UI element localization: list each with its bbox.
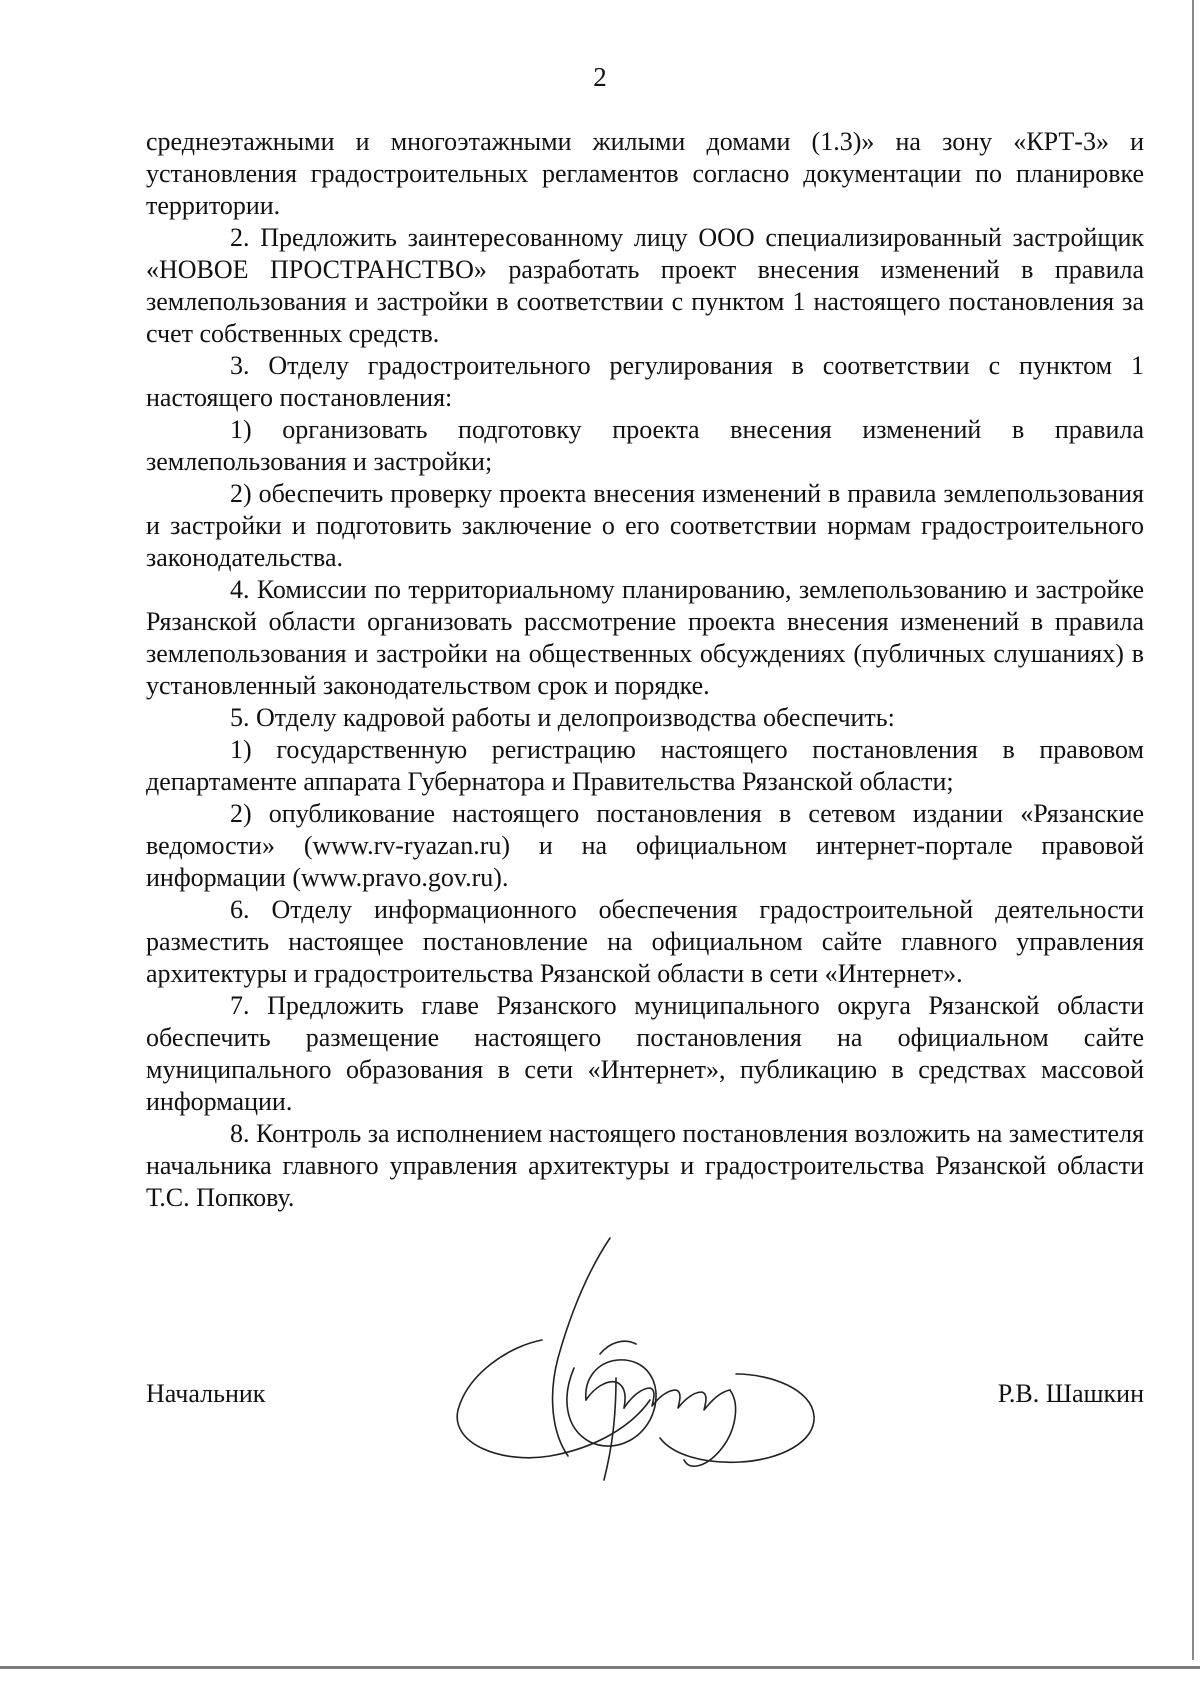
paragraph-item-3-2: 2) обеспечить проверку проекта внесения изменений в правила землепользования и застройки и подготовить заключение о его соответствии нормам градостроительного законодательства.	[146, 479, 1144, 572]
paragraph-item-6: 6. Отделу информационного обеспечения градостроительной деятельности разместить настоящее постановление на официальном сайте главного управления архитектуры и градостроительства Рязанской области в сети «Интернет».	[146, 895, 1144, 988]
paragraph-item-5-1: 1) государственную регистрацию настоящего постановления в правовом департаменте аппарата Губернатора и Правительства Рязанской области;	[146, 735, 1144, 796]
paragraph-item-3-1: 1) организовать подготовку проекта внесения изменений в правила землепользования и застройки;	[146, 415, 1144, 476]
paragraph-continuation: среднеэтажными и многоэтажными жилыми домами (1.3)» на зону «КРТ-3» и установления градостроительных регламентов согласно документации по планировке территории.	[146, 127, 1144, 220]
handwritten-signature	[440, 1228, 860, 1488]
paragraph-item-4: 4. Комиссии по территориальному планированию, землепользованию и застройке Рязанской области организовать рассмотрение проекта внесения изменений в правила землепользования и застройки на общественных обсуждениях (публичных слушаниях) в установленный законодательством срок и порядке.	[146, 575, 1144, 700]
scan-edge-right	[1192, 0, 1194, 1660]
scan-edge-bottom	[0, 1666, 1200, 1669]
paragraph-item-3: 3. Отделу градостроительного регулирования в соответствии с пунктом 1 настоящего постановления:	[146, 351, 1144, 412]
paragraph-item-5-2: 2) опубликование настоящего постановления в сетевом издании «Рязанские ведомости» (www.rv-ryazan.ru) и на официальном интернет-портале правовой информации (www.pravo.gov.ru).	[146, 799, 1144, 892]
paragraph-item-5: 5. Отделу кадровой работы и делопроизводства обеспечить:	[230, 703, 895, 732]
signature-block	[146, 1378, 1144, 1412]
document-body	[146, 126, 1144, 1214]
signatory-name: Р.В. Шашкин	[997, 1379, 1144, 1408]
paragraph-item-7: 7. Предложить главе Рязанского муниципального округа Рязанской области обеспечить размещение настоящего постановления на официальном сайте муниципального образования в сети «Интернет», публикацию в средствах массовой информации.	[146, 991, 1144, 1116]
paragraph-item-8: 8. Контроль за исполнением настоящего постановления возложить на заместителя начальника главного управления архитектуры и градостроительства Рязанской области Т.С. Попкову.	[146, 1119, 1144, 1212]
paragraph-item-2: 2. Предложить заинтересованному лицу ООО специализированный застройщик «НОВОЕ ПРОСТРАНСТВО» разработать проект внесения изменений в правила землепользования и застройки в соответствии с пунктом 1 настоящего постановления за счет собственных средств.	[146, 223, 1144, 348]
signatory-title: Начальник	[146, 1379, 266, 1408]
page-number: 2	[593, 62, 607, 92]
